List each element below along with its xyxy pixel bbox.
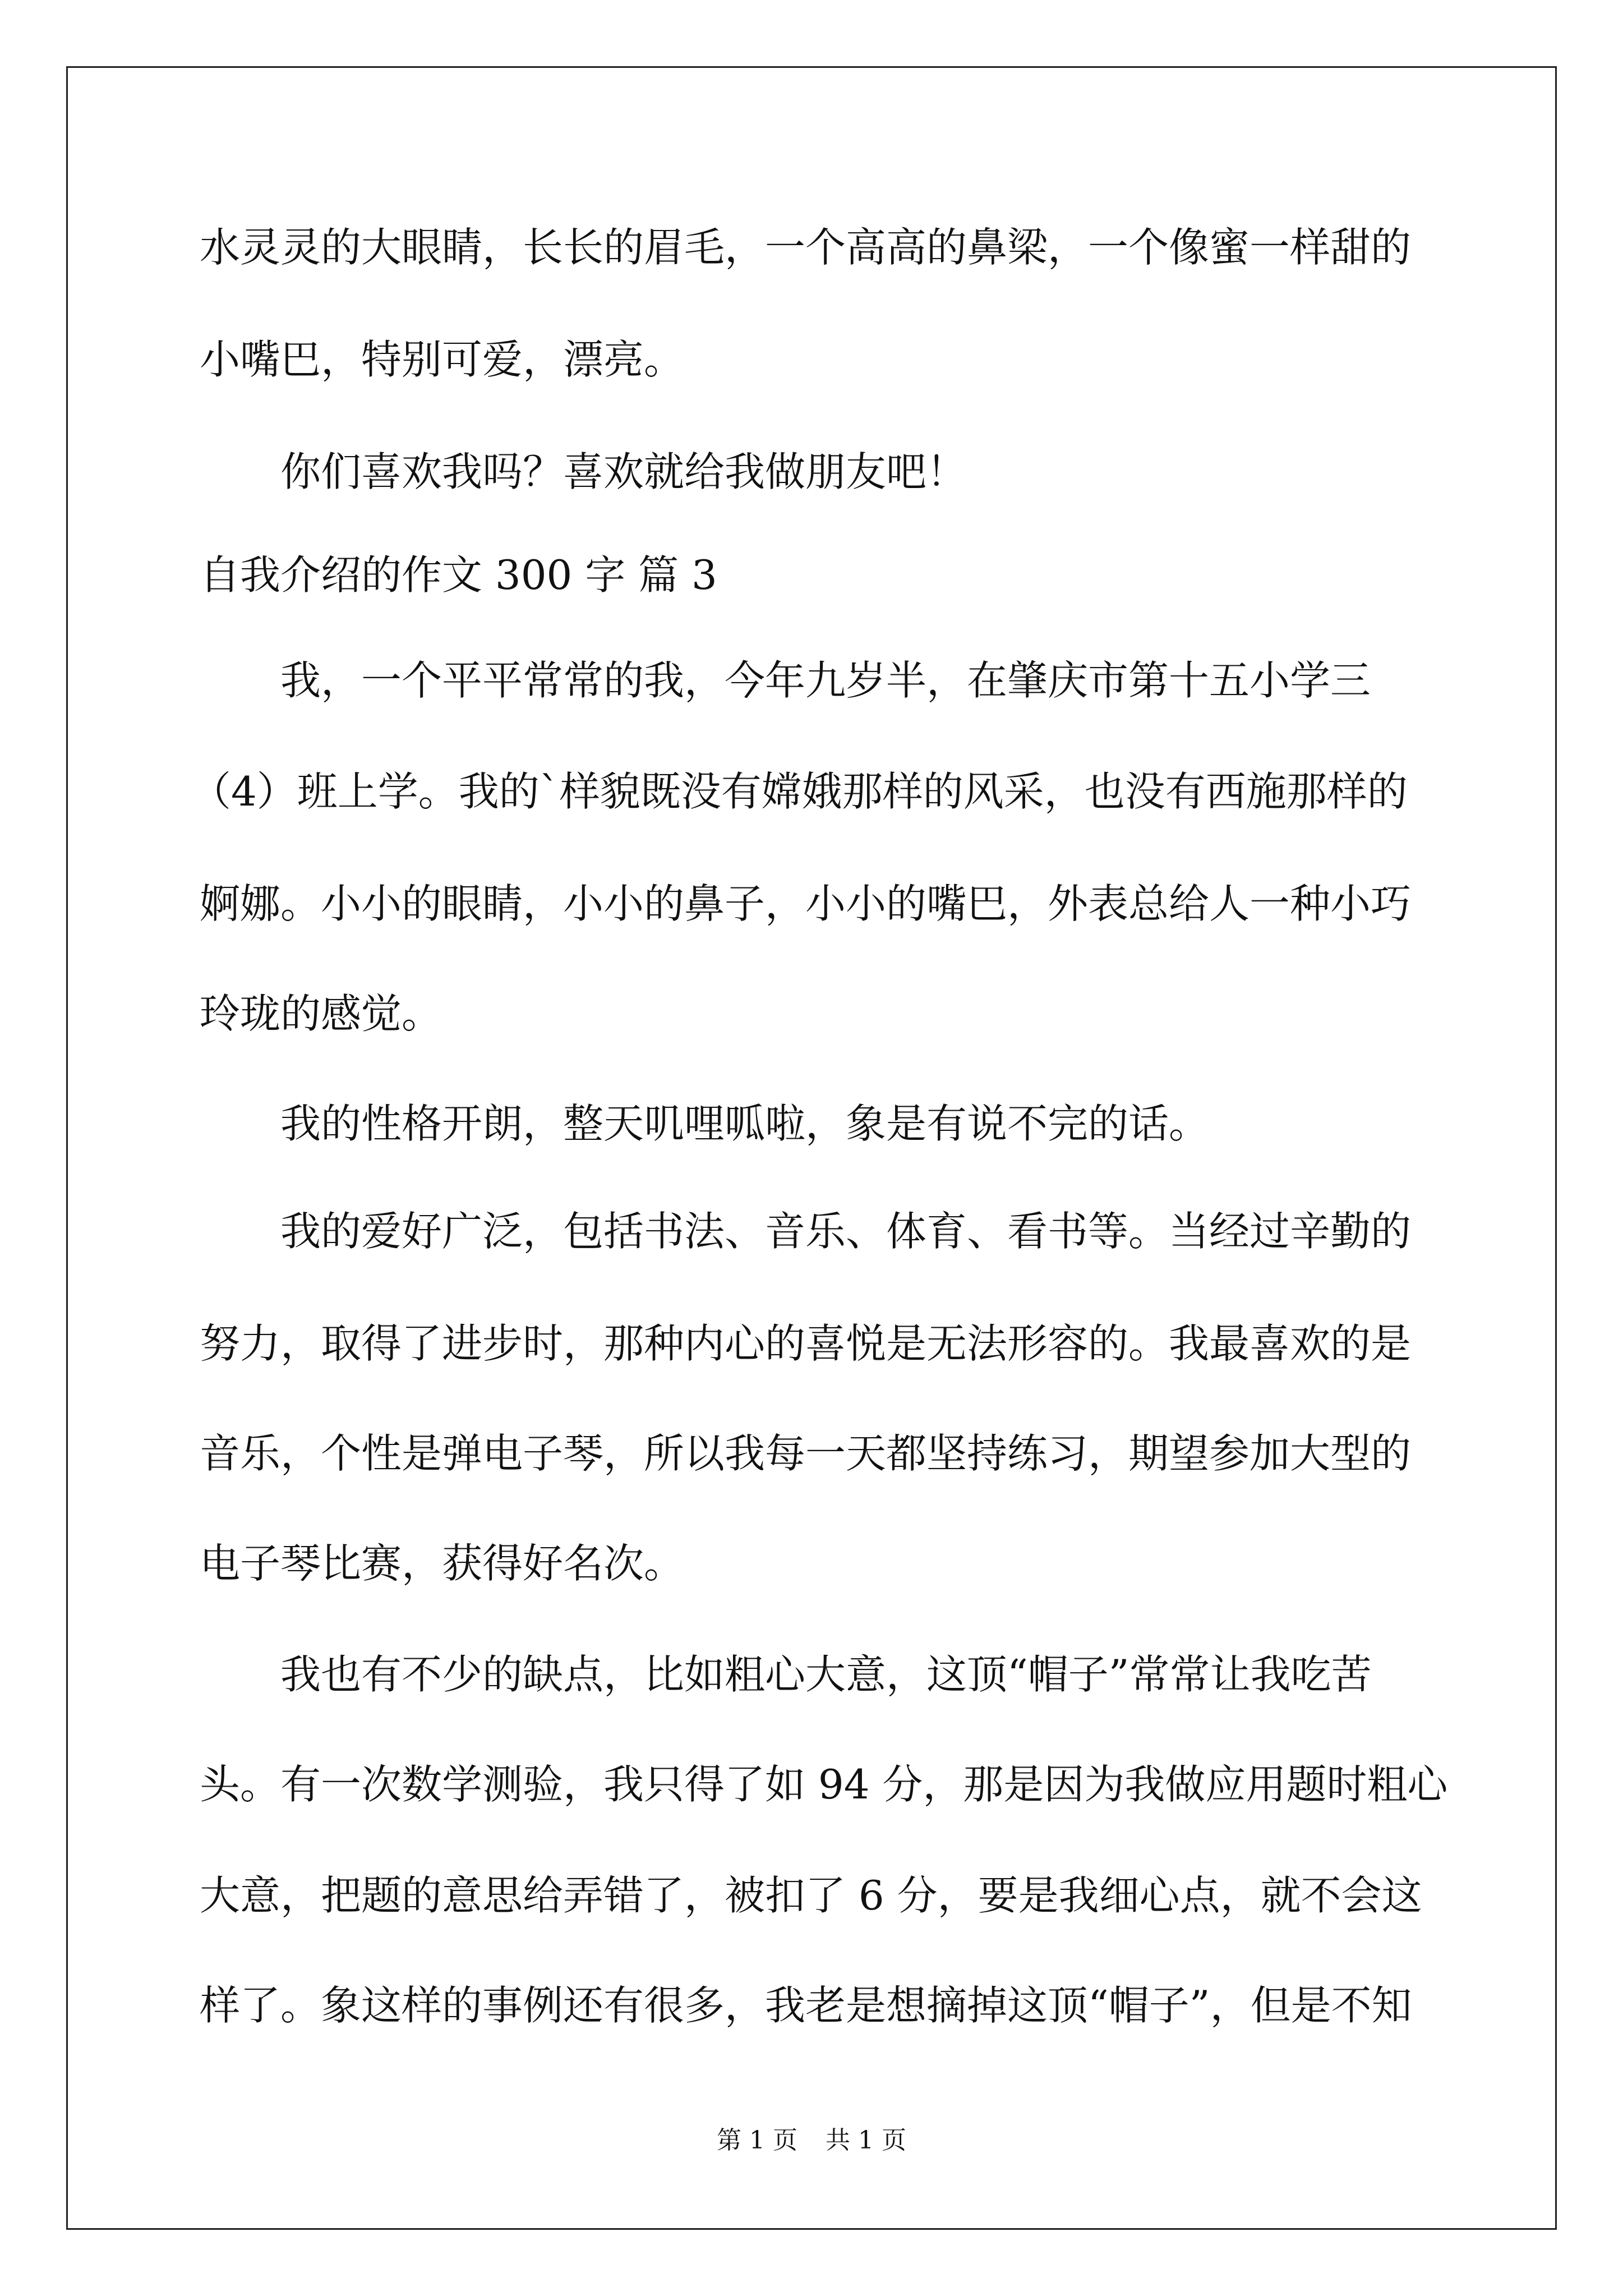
text-line-1: 水灵灵的大眼睛，长长的眉毛，一个高高的鼻梁，一个像蜜一样甜的 (200, 224, 1412, 271)
page-number: 第 1 页 (717, 2126, 797, 2155)
text-line-13: 电子琴比赛，获得好名次。 (200, 1540, 685, 1587)
text-line-16: 大意，把题的意思给弄错了，被扣了 6 分，要是我细心点，就不会这 (200, 1872, 1422, 1919)
text-line-17: 样了。象这样的事例还有很多，我老是想摘掉这顶“帽子”，但是不知 (200, 1982, 1412, 2029)
text-line-15: 头。有一次数学测验，我只得了如 94 分，那是因为我做应用题时粗心 (200, 1761, 1448, 1808)
text-line-14: 我也有不少的缺点，比如粗心大意，这顶“帽子”常常让我吃苦 (280, 1651, 1372, 1698)
text-line-2: 小嘴巴，特别可爱，漂亮。 (200, 336, 685, 383)
text-line-5: 我，一个平平常常的我，今年九岁半，在肇庆市第十五小学三 (280, 657, 1371, 704)
text-line-8: 玲珑的感觉。 (200, 990, 442, 1037)
text-line-9: 我的性格开朗，整天叽哩呱啦，象是有说不完的话。 (280, 1100, 1210, 1147)
text-line-6: （4）班上学。我的`样貌既没有嫦娥那样的风采，也没有西施那样的 (191, 768, 1408, 815)
text-line-10: 我的爱好广泛，包括书法、音乐、体育、看书等。当经过辛勤的 (280, 1208, 1412, 1255)
page-total: 共 1 页 (826, 2126, 906, 2155)
page-footer (0, 2125, 1623, 2156)
text-line-3: 你们喜欢我吗？喜欢就给我做朋友吧！ (280, 448, 967, 495)
text-line-11: 努力，取得了进步时，那种内心的喜悦是无法形容的。我最喜欢的是 (200, 1320, 1412, 1367)
section-heading: 自我介绍的作文 300 字 篇 3 (200, 551, 717, 599)
text-line-7: 婀娜。小小的眼睛，小小的鼻子，小小的嘴巴，外表总给人一种小巧 (200, 880, 1412, 927)
text-line-12: 音乐，个性是弹电子琴，所以我每一天都坚持练习，期望参加大型的 (200, 1430, 1412, 1477)
